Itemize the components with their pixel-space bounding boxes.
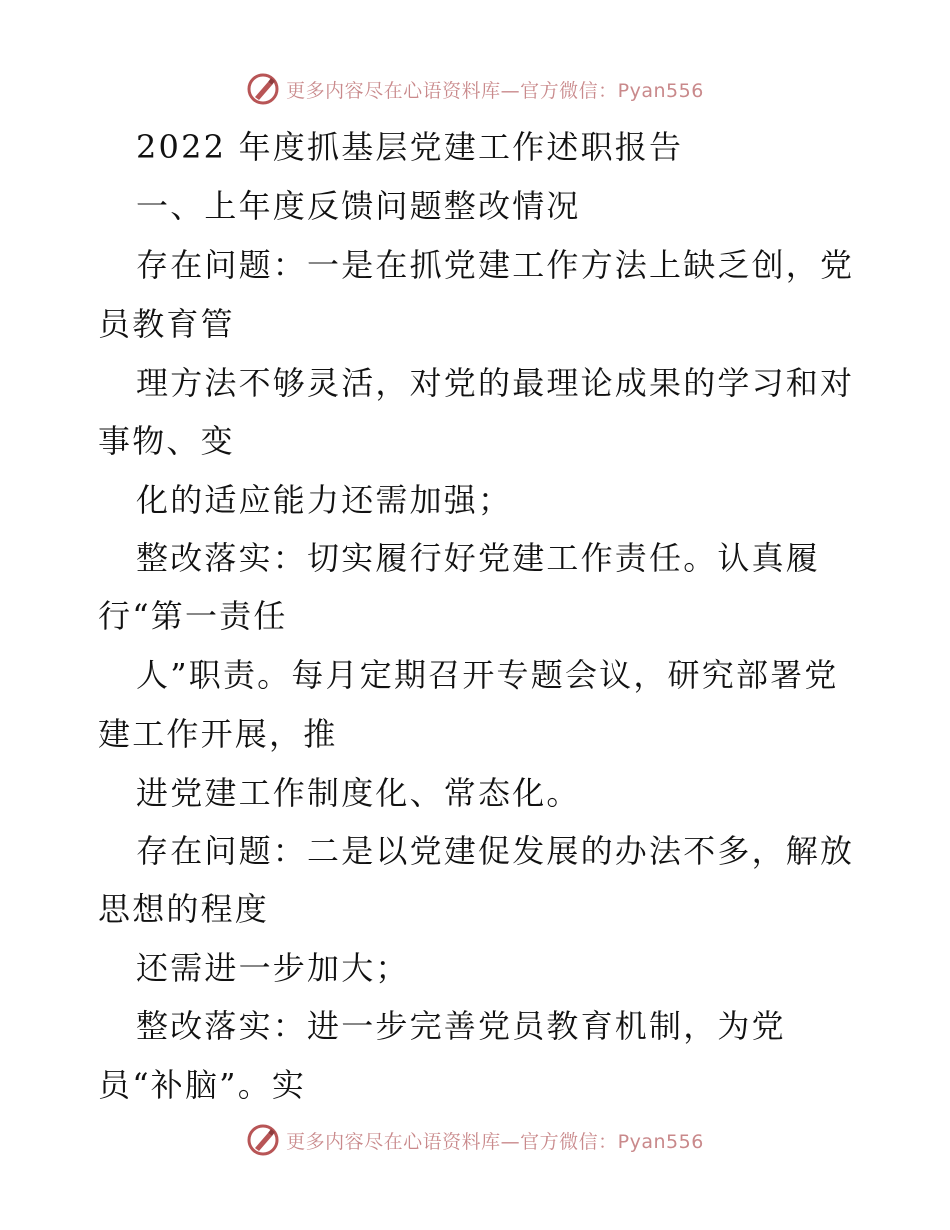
body-line: 员“补脑”。实 — [98, 1066, 307, 1104]
body-line: 化的适应能力还需加强； — [136, 481, 513, 519]
footer-watermark-banner — [0, 1120, 950, 1160]
header-watermark-text: 更多内容尽在心语资料库—官方微信：Pyan556 — [286, 79, 704, 102]
body-line: 员教育管 — [98, 305, 235, 343]
document-title: 2022 年度抓基层党建工作述职报告 — [136, 128, 684, 166]
body-line: 进党建工作制度化、常态化。 — [136, 774, 581, 812]
body-line: 存在问题：二是以党建促发展的办法不多，解放 — [136, 832, 855, 870]
body-line: 思想的程度 — [98, 890, 270, 928]
body-line: 行“第一责任 — [98, 597, 288, 635]
header-watermark-banner — [0, 69, 950, 109]
body-line: 人”职责。每月定期召开专题会议，研究部署党 — [136, 656, 839, 694]
body-line: 理方法不够灵活，对党的最理论成果的学习和对 — [136, 364, 855, 402]
body-line: 事物、变 — [98, 422, 235, 460]
body-line: 建工作开展，推 — [98, 715, 338, 753]
footer-watermark-text: 更多内容尽在心语资料库—官方微信：Pyan556 — [286, 1130, 704, 1153]
body-line: 存在问题：一是在抓党建工作方法上缺乏创，党 — [136, 246, 855, 284]
pen-logo-icon — [246, 1123, 280, 1157]
body-line: 整改落实：进一步完善党员教育机制，为党 — [136, 1007, 786, 1045]
body-line: 还需进一步加大； — [136, 949, 410, 987]
section-heading: 一、上年度反馈问题整改情况 — [136, 187, 581, 225]
body-line: 整改落实：切实履行好党建工作责任。认真履 — [136, 539, 821, 577]
pen-logo-icon — [246, 72, 280, 106]
